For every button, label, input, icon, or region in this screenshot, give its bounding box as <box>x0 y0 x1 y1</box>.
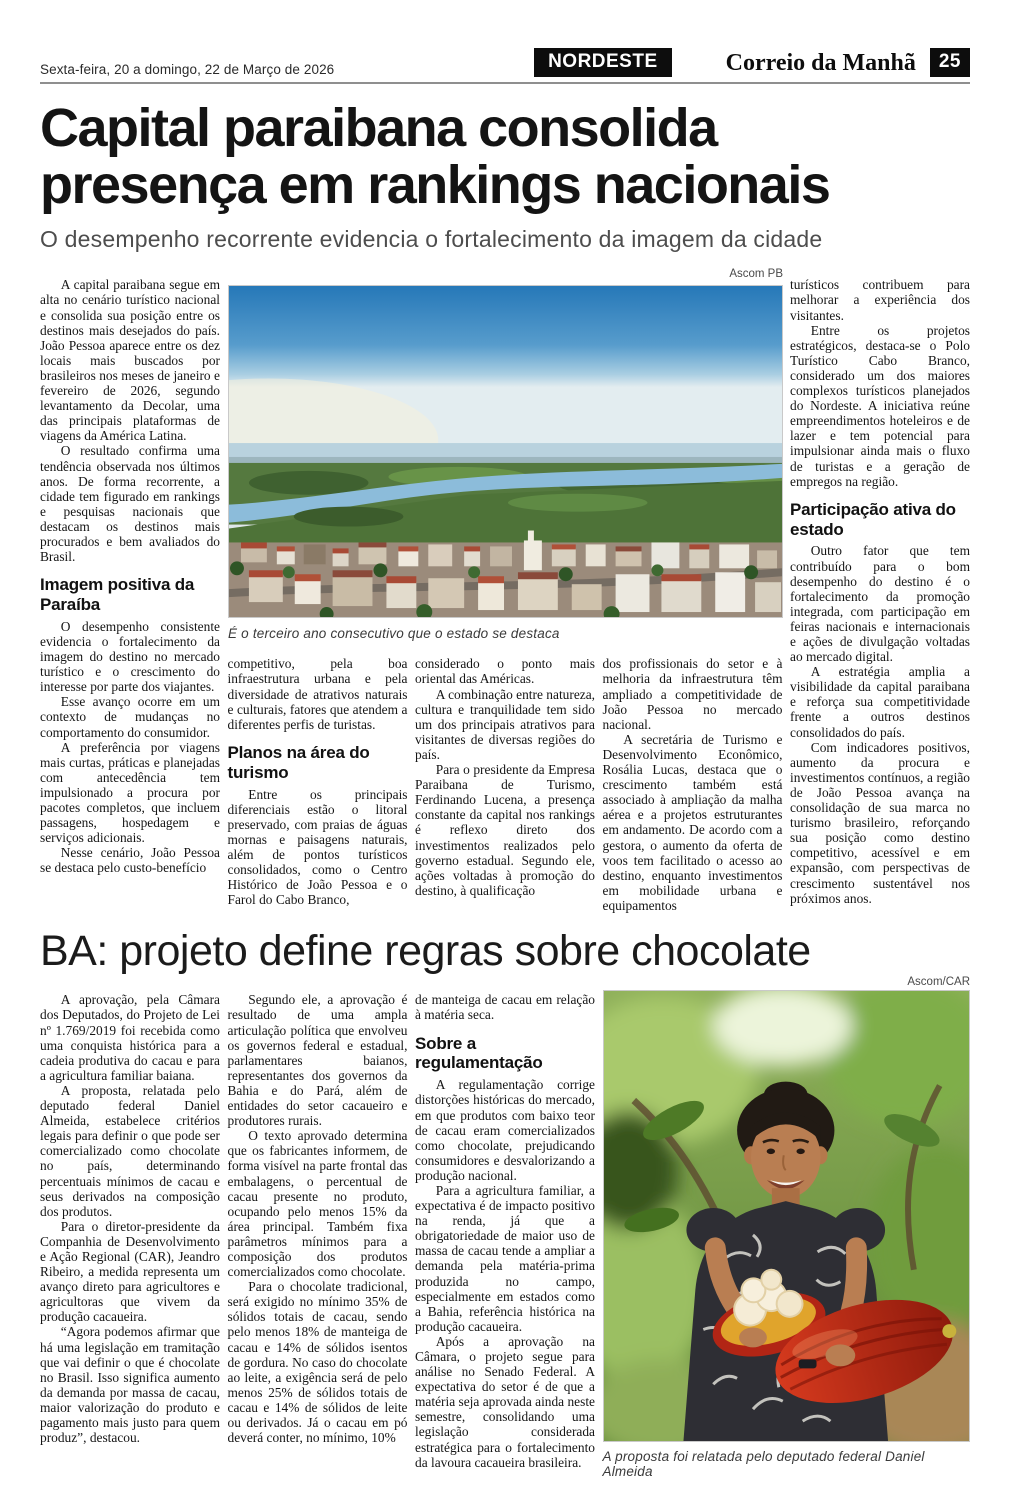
cacao-farmer-photo <box>603 990 971 1442</box>
paragraph: Com indicadores positivos, aumento da procura e investimentos contínuos, a região de João Pessoa avança na consolidação de sua marca no turismo brasileiro, reforçando sua posição como destino competitivo, acessível e em expansão, com perspectivas de crescimento sustentável nos próximos anos. <box>790 739 970 906</box>
paragraph: Outro fator que tem contribuído para o bom desempenho do destino é o fortalecimento da promoção integrada, com participação em feiras nacionais e internacionais e ações de divulgação voltadas ao mercado digital. <box>790 543 970 665</box>
headline-line-2: presença em rankings nacionais <box>40 154 830 215</box>
aerial-photo-illustration <box>229 286 782 617</box>
paragraph: A estratégia amplia a visibilidade da capital paraibana e reforça sua competitividade frente a outros destinos consolidados do país. <box>790 664 970 740</box>
article1-photo-caption: É o terceiro ano consecutivo que o estado se destaca <box>228 626 560 642</box>
article2-column-2 <box>228 992 408 1445</box>
photo-credit-ascom-pb: Ascom PB <box>729 268 783 281</box>
article2-photo-caption: A proposta foi relatada pelo deputado federal Daniel Almeida <box>602 1449 925 1480</box>
masthead-right <box>534 48 970 77</box>
paragraph: A regulamentação corrige distorções históricas do mercado, em que produtos com baixo teor de cacau eram comercializados como chocolate, prejudicando consumidores e desvalorizando a produção nacional. <box>415 1077 595 1183</box>
article1-column-4 <box>603 656 783 913</box>
paragraph: Esse avanço ocorre em um contexto de mudanças no comportamento do consumidor. <box>40 694 220 740</box>
paragraph: O resultado confirma uma tendência observada nos últimos anos. De forma recorrente, a cidade tem figurado em rankings e pesquisas nacionais que destacam os destinos mais procurados e bem avaliados do Brasil. <box>40 443 220 565</box>
article-1 <box>40 268 970 920</box>
paragraph: A preferência por viagens mais curtas, práticas e planejadas com antecedência tem impulsionado a procura por pacotes completos, que incluem passagens, hospedagem e serviços adicionais. <box>40 739 220 846</box>
paragraph: de manteiga de cacau em relação à matéria seca. <box>415 992 595 1023</box>
headline-line-1: Capital paraibana consolida <box>40 98 717 158</box>
paragraph: Segundo ele, a aprovação é resultado de uma ampla articulação política que envolveu os governos federal e estadual, parlamentares baianos, representantes dos governos da Bahia e do Pará, além de entidades do setor cacaueiro e produtores rurais. <box>227 992 408 1129</box>
article1-column-2 <box>228 656 408 907</box>
photo-credit-ascom-car: Ascom/CAR <box>907 976 970 989</box>
edition-date: Sexta-feira, 20 a domingo, 22 de Março de 2026 <box>40 62 335 77</box>
paragraph: Para a agricultura familiar, a expectativa é de impacto positivo na renda, já que a obrigatoriedade de maior uso de massa de cacau tende a ampliar a demanda pela matéria-prima produzida no campo, especialmente em estados como a Bahia, referência histórica na produção cacaueira. <box>415 1182 595 1334</box>
paragraph: A aprovação, pela Câmara dos Deputados, do Projeto de Lei nº 1.769/2019 foi recebida como uma conquista histórica para a cadeia produtiva do cacau e para a agricultura familiar baiana. <box>40 992 220 1083</box>
article1-subheadline: O desempenho recorrente evidencia o fortalecimento da imagem da cidade <box>40 226 823 253</box>
paragraph: competitivo, pela boa infraestrutura urbana e pela diversidade de atrativos naturais e culturais, fatores que atendem a diferentes perfis de turistas. <box>227 656 408 732</box>
paragraph: dos profissionais do setor e à melhoria da infraestrutura têm ampliado a competitividade de João Pessoa no mercado nacional. <box>602 656 783 732</box>
paragraph: Para o chocolate tradicional, será exigido no mínimo 35% de sólidos totais de cacau, sendo pelo menos 18% de manteiga de cacau e 14% de sólidos isentos de gordura. No caso do chocolate ao leite, a exigência será de pelo menos 25% de sólidos totais de cacau e 14% de sólidos de leite ou derivados. Já o cacau em pó deverá conter, no mínimo, 10% <box>227 1279 408 1446</box>
article-2 <box>40 927 970 1480</box>
column-subheading: Sobre a regulamentação <box>415 1033 543 1073</box>
article1-column-3 <box>415 656 595 898</box>
paragraph: Entre os projetos estratégicos, destaca-se o Polo Turístico Cabo Branco, considerado um dos maiores complexos turísticos planejados do Nordeste. A iniciativa reúne empreendimentos hoteleiros e de lazer e tem potencial para impulsionar ainda mais o fluxo de turistas e a geração de empregos na região. <box>790 322 970 489</box>
paragraph: Para o diretor-presidente da Companhia de Desenvolvimento e Ação Regional (CAR), Jeandro Ribeiro, a medida representa um avanço direto para agricultores e agricultoras que vivem da produção cacaueira. <box>40 1218 220 1325</box>
cacao-photo-illustration <box>604 991 970 1441</box>
article2-column-1 <box>40 992 220 1445</box>
section-badge: NORDESTE <box>534 48 672 77</box>
paragraph: Após a aprovação na Câmara, o projeto segue para análise no Senado Federal. A expectativa do setor é de que a matéria seja aprovada ainda neste semestre, consolidando uma legislação considerada estratégica para o fortalecimento da lavoura cacaueira brasileira. <box>415 1333 595 1470</box>
paragraph: A secretária de Turismo e Desenvolvimento Econômico, Rosália Lucas, destaca que o crescimento também está associado à ampliação da malha aérea e a projetos estruturantes em andamento. De acordo com a gestora, o aumento da oferta de voos tem facilitado o acesso ao destino, enquanto investimentos em mobilidade urbana e equipamentos <box>602 731 783 913</box>
paragraph: A capital paraibana segue em alta no cenário turístico nacional e consolida sua posição entre os destinos mais desejados do país. João Pessoa aparece entre os dez locais mais buscados por brasileiros nos meses de janeiro e fevereiro de 2026, segundo levantamento da Decolar, uma das principais plataformas de viagens da América Latina. <box>40 277 220 444</box>
article1-column-1 <box>40 277 220 875</box>
newspaper-title: Correio da Manhã <box>725 50 916 76</box>
paragraph: Para o presidente da Empresa Paraibana de Turismo, Ferdinando Lucena, a presença constante da capital nos rankings é reflexo direto dos investimentos realizados pelo governo estadual. Segundo ele, ações voltadas à promoção do destino, à qualificação <box>415 762 595 898</box>
paragraph: considerado o ponto mais oriental das Américas. <box>415 656 595 687</box>
paragraph: O texto aprovado determina que os fabricantes informem, de forma visível na parte frontal das embalagens, o percentual de cacau presente no produto, ocupando pelo menos 15% da área principal. Também fixa parâmetros mínimos para a composição dos produtos comercializados como chocolate. <box>227 1128 408 1280</box>
article1-column-5 <box>790 277 970 905</box>
paragraph: “Agora podemos afirmar que há uma legislação em tramitação que vai definir o que é chocolate no Brasil. Isso significa aumento da demanda por massa de cacau, maior valorização do produto e pagamento mais justo para quem produz”, destacou. <box>40 1324 220 1446</box>
article2-headline: BA: projeto define regras sobre chocolate <box>40 927 811 976</box>
paragraph: A combinação entre natureza, cultura e tranquilidade tem sido um dos principais atrativos para visitantes de diversas regiões do país. <box>415 686 595 762</box>
aerial-city-photo <box>228 285 783 618</box>
paragraph: turísticos contribuem para melhorar a experiência dos visitantes. <box>790 277 970 323</box>
page-number-badge: 25 <box>930 48 970 77</box>
column-subheading: Participação ativa do estado <box>790 499 956 539</box>
article1-headline <box>40 100 970 213</box>
paragraph: Nesse cenário, João Pessoa se destaca pelo custo-benefício <box>40 845 220 876</box>
article2-column-3 <box>415 992 595 1469</box>
paragraph: Entre os principais diferenciais estão o litoral preservado, com praias de águas mornas e paisagens naturais, além de pontos turísticos consolidados, como o Centro Histórico de João Pessoa e o Farol do Cabo Branco, <box>227 786 408 908</box>
paragraph: A proposta, relatada pelo deputado federal Daniel Almeida, estabelece critérios legais para definir o que pode ser comercializado como chocolate no país, determinando percentuais mínimos de cacau e seus derivados na composição dos produtos. <box>40 1082 220 1219</box>
column-subheading: Planos na área do turismo <box>227 742 370 782</box>
column-subheading: Imagem positiva da Paraíba <box>40 575 195 615</box>
paragraph: O desempenho consistente evidencia o fortalecimento da imagem do destino no mercado turístico e o crescimento do interesse por parte dos viajantes. <box>40 618 220 695</box>
masthead <box>40 0 970 84</box>
